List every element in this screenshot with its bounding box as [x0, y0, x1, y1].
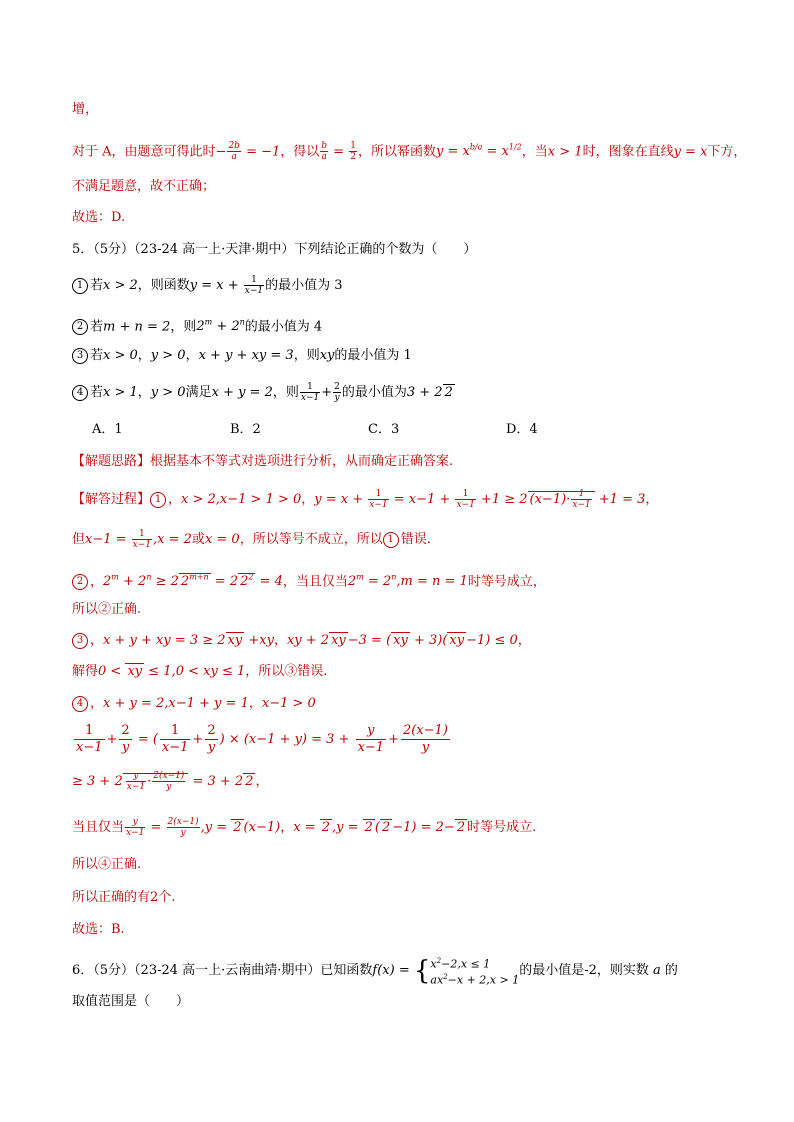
- question-6-title: 6．（5分）（23-24 高一上·云南曲靖·期中）已知函数f(x) = { $x^2-2,x \le 1$ $ax^2-x + 2,x > 1$ 的最小值是-2，则实数 a 的: [72, 955, 678, 987]
- answer-line: 故选：D.: [72, 210, 126, 225]
- choice-b[interactable]: B．2: [230, 422, 261, 437]
- solution-line: 对于 A，由题意可得此时− $\frac{2b}{a}$ = −1，得以 $\frac{b}{a}$ = $\frac{1}{2}$ ，所以幂函数$y = x^{b/a} = x^{1/2}$，当x > 1时，图象在直线y = x下方，: [72, 141, 747, 163]
- question-title: 5．（5分）（23-24 高一上·天津·期中）下列结论正确的个数为（ ）: [72, 242, 477, 257]
- process-line-8: $\frac{1}{x-1}$ + $\frac{2}{y}$ = ( $\frac{1}{x-1}$ + $\frac{2}{y}$ ) × (x−1 + y) = 3 + $\frac{y}{x-1}$ + $\frac{2(x-1)}{y}$: [76, 723, 448, 755]
- process-line-6: 解得0 < xy ≤ 1,0 < xy ≤ 1，所以③错误.: [72, 664, 328, 679]
- solution-line: 不满足题意，故不正确；: [72, 179, 216, 194]
- answer-line: 故选：B.: [72, 922, 125, 937]
- process-line-5: 3 ，x + y + xy = 3 ≥ 2 xy +xy，xy + 2 xy −3 = ( xy + 3)( xy −1) ≤ 0，: [72, 629, 531, 653]
- statement-1: 1 若x > 2，则函数y = x + $\frac{1}{x-1}$ 的最小值为 3: [72, 274, 343, 298]
- choice-c[interactable]: C．3: [368, 422, 400, 437]
- choice-d[interactable]: D．4: [506, 422, 538, 437]
- process-line-2: 但x−1 = $\frac{1}{x-1}$ ,x = 2或x = 0，所以等号不成立，所以 1 错误.: [72, 529, 431, 550]
- process-line-10: 当且仅当 $\frac{y}{x-1}$ = $\frac{2(x-1)}{y}$ ,y = 2 (x−1)，x = 2 ,y = 2 ( 2 −1) = 2− 2 时等号成立.: [72, 817, 537, 838]
- process-line-3: 2 ，$2^m + 2^n \ge 2$ $2^{m+n} = 2$ $2^2 = 4$，当且仅当$2^m = 2^n,m = n = 1$时等号成立，: [72, 566, 546, 594]
- process-line-1: 【解答过程】 1 ，x > 2,x−1 > 1 > 0，y = x + $\frac{1}{x-1}$ = x−1 + $\frac{1}{x-1}$ +1 ≥ 2 (x−1)· $\frac{1}{x-1}$ +1 = 3，: [72, 489, 659, 510]
- choice-a[interactable]: A．1: [92, 422, 123, 437]
- process-line-11: 所以④正确.: [72, 857, 142, 872]
- process-line-7: 4 ，x + y = 2,x−1 + y = 1，x−1 > 0: [72, 692, 316, 716]
- question-6-line-2: 取值范围是（ ）: [72, 994, 190, 1009]
- process-line-4: 所以②正确.: [72, 602, 142, 617]
- choices: [92, 418, 538, 442]
- solution-line: 增，: [72, 102, 99, 117]
- process-line-12: 所以正确的有2个.: [72, 890, 176, 905]
- process-line-9: ≥ 3 + 2 $\frac{y}{x-1}$ · $\frac{2(x-1)}{y}$ = 3 + 2 2 ，: [72, 771, 269, 792]
- statement-3: 3 若x > 0，y > 0，x + y + xy = 3，则xy的最小值为 1: [72, 344, 412, 368]
- statement-4: 4 若x > 1，y > 0满足x + y = 2，则 $\frac{1}{x-1}$ + $\frac{2}{y}$ 的最小值为3 + 2 2: [72, 381, 455, 405]
- idea-line: 【解题思路】根据基本不等式对选项进行分析，从而确定正确答案.: [72, 454, 454, 469]
- statement-2: 2 若m + n = 2，则$2^m + 2^n$的最小值为 4: [72, 311, 322, 339]
